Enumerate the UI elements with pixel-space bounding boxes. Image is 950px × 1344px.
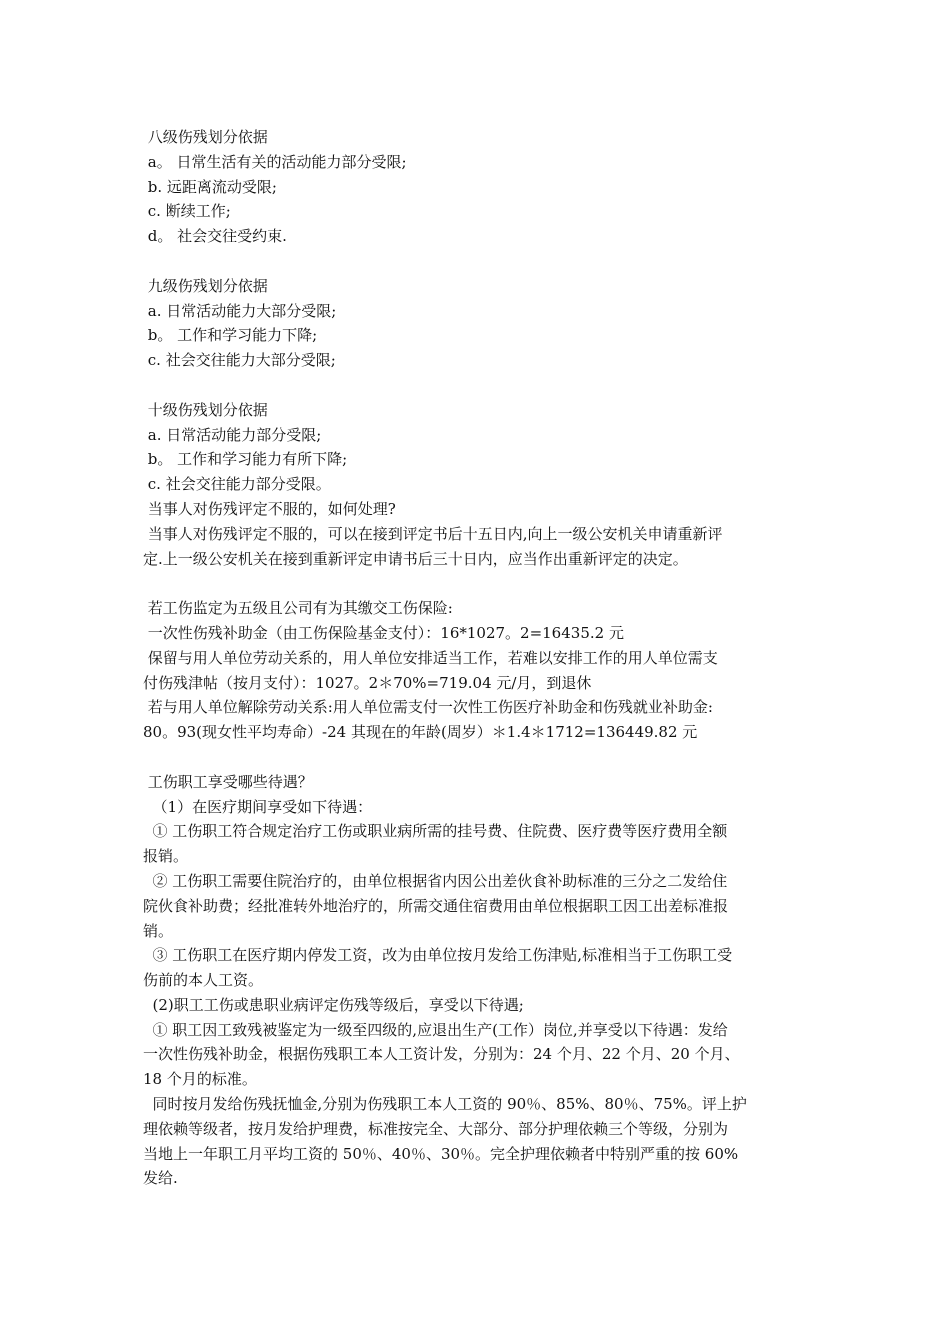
- text-line: 付伤残津帖（按月支付）：1027。2＊70%=719.04 元/月，到退休: [143, 673, 592, 692]
- text-line: a. 日常活动能力大部分受限;: [143, 301, 337, 320]
- blank-line: [143, 571, 808, 596]
- blank-line: [143, 249, 808, 274]
- text-line: 同时按月发给伤残抚恤金,分别为伤残职工本人工资的 90％、85%、80％、75%。评上护: [143, 1095, 747, 1114]
- text-line: 当事人对伤残评定不服的，如何处理?: [143, 499, 396, 518]
- text-line: 当地上一年职工月平均工资的 50％、40％、30％。完全护理依赖者中特别严重的按 60%: [143, 1144, 739, 1163]
- text-line: 理依赖等级者，按月发给护理费，标准按完全、大部分、部分护理依赖三个等级，分别为: [143, 1119, 729, 1138]
- document-body: [143, 125, 808, 1191]
- text-line: 一次性伤残补助金，根据伤残职工本人工资计发，分别为：24 个月、22 个月、20 个月、: [143, 1045, 740, 1064]
- text-line: c. 社会交往能力大部分受限;: [143, 351, 336, 370]
- text-line: 报销。: [143, 847, 189, 866]
- text-line: b。 工作和学习能力有所下降;: [143, 450, 348, 469]
- text-line: d。 社会交往受约束.: [143, 227, 287, 246]
- blank-line: [143, 745, 808, 770]
- text-line: 定.上一级公安机关在接到重新评定申请书后三十日内，应当作出重新评定的决定。: [143, 549, 688, 568]
- text-line: c. 社会交往能力部分受限。: [143, 475, 331, 494]
- text-line: （1）在医疗期间享受如下待遇：: [143, 797, 373, 816]
- text-line: b. 远距离流动受限;: [143, 177, 277, 196]
- text-line: 80。93(现女性平均寿命）-24 其现在的年龄(周岁）＊1.4＊1712=136449.82 元: [143, 723, 698, 742]
- text-line: c. 断续工作;: [143, 202, 231, 221]
- text-line: 若工伤监定为五级且公司有为其缴交工伤保险:: [143, 599, 453, 618]
- text-line: 十级伤残划分依据: [143, 400, 268, 419]
- text-line: ② 工伤职工需要住院治疗的，由单位根据省内因公出差伙食补助标准的三分之二发给住: [143, 871, 728, 890]
- text-line: 销。: [143, 921, 174, 940]
- text-line: 发给.: [143, 1169, 178, 1188]
- text-line: 保留与用人单位劳动关系的，用人单位安排适当工作，若难以安排工作的用人单位需支: [143, 648, 718, 667]
- text-line: 18 个月的标准。: [143, 1070, 257, 1089]
- text-line: ① 工伤职工符合规定治疗工伤或职业病所需的挂号费、住院费、医疗费等医疗费用全额: [143, 822, 728, 841]
- text-line: 八级伤残划分依据: [143, 128, 268, 146]
- text-line: ① 职工因工致残被鉴定为一级至四级的,应退出生产(工作）岗位,并享受以下待遇：发给: [143, 1020, 728, 1039]
- text-line: 九级伤残划分依据: [143, 276, 268, 295]
- blank-line: [143, 373, 808, 398]
- text-line: b。 工作和学习能力下降;: [143, 326, 318, 345]
- text-line: 若与用人单位解除劳动关系:用人单位需支付一次性工伤医疗补助金和伤残就业补助金:: [143, 698, 713, 717]
- text-line: 当事人对伤残评定不服的，可以在接到评定书后十五日内,向上一级公安机关申请重新评: [143, 524, 723, 543]
- text-line: a。 日常生活有关的活动能力部分受限;: [143, 152, 407, 171]
- text-line: 伤前的本人工资。: [143, 971, 264, 990]
- text-line: a. 日常活动能力部分受限;: [143, 425, 322, 444]
- text-line: 院伙食补助费；经批准转外地治疗的，所需交通住宿费用由单位根据职工因工出差标准报: [143, 896, 729, 915]
- text-line: 一次性伤残补助金（由工伤保险基金支付）：16*1027。2=16435.2 元: [143, 623, 624, 642]
- text-line: ③ 工伤职工在医疗期内停发工资，改为由单位按月发给工伤津贴,标准相当于工伤职工受: [143, 946, 733, 965]
- text-line: 工伤职工享受哪些待遇？: [143, 772, 313, 791]
- text-line: (2)职工工伤或患职业病评定伤残等级后，享受以下待遇;: [143, 995, 524, 1014]
